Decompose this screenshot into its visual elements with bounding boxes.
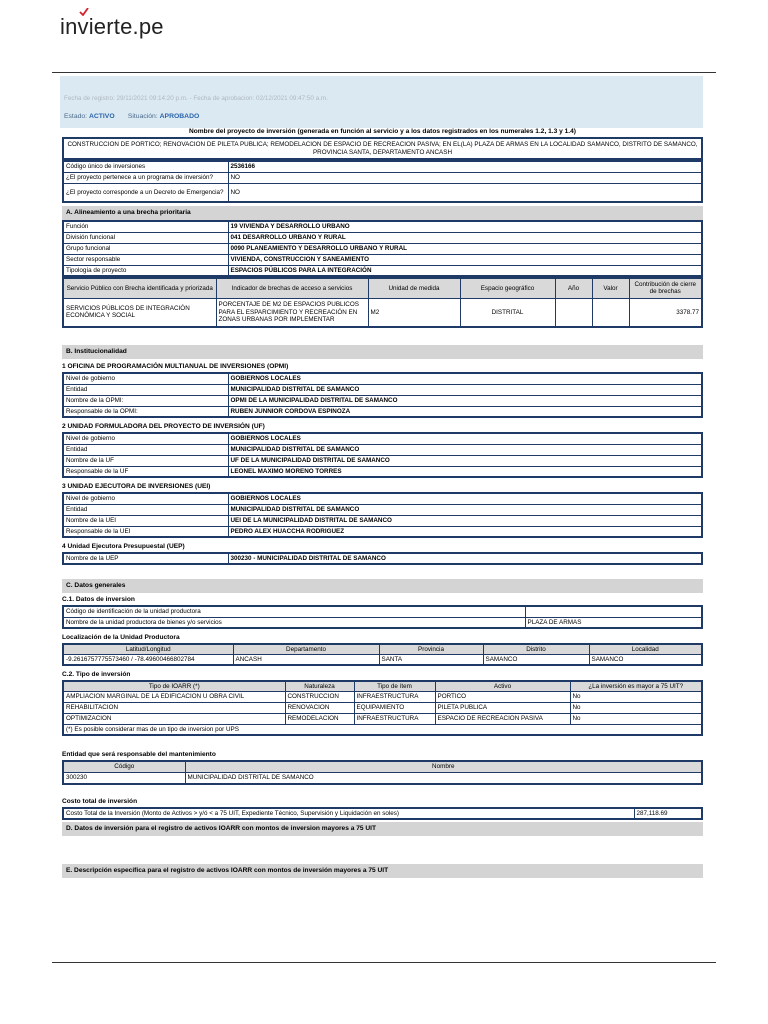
uf-table xyxy=(62,432,703,478)
row-label: Nivel de gobierno xyxy=(63,493,228,504)
row-value: GOBIERNOS LOCALES xyxy=(228,433,702,444)
uf-title: 2 UNIDAD FORMULADORA DEL PROYECTO DE INVERSIÓN (UF) xyxy=(62,423,265,430)
row-label: Nombre de la UF xyxy=(63,455,228,466)
brecha-espacio: DISTRITAL xyxy=(460,298,555,327)
brecha-header: Servicio Público con Brecha identificada y priorizada xyxy=(63,278,216,298)
c2-cell: INFRAESTRUCTURA xyxy=(354,691,435,702)
row-label: ¿El proyecto corresponde a un Decreto de Emergencia? xyxy=(63,183,228,202)
top-divider xyxy=(52,72,716,73)
row-label: Entidad xyxy=(63,504,228,515)
estado-value: ACTIVO xyxy=(88,113,115,120)
logo-text: invierte.pe xyxy=(60,14,164,39)
row-label: Responsable de la OPMI: xyxy=(63,406,228,417)
brecha-contribucion: 3378.77 xyxy=(629,298,702,327)
row-value: MUNICIPALIDAD DISTRITAL DE SAMANCO xyxy=(228,384,702,395)
brecha-servicio: SERVICIOS PÚBLICOS DE INTEGRACIÓN ECONÓMICA Y SOCIAL xyxy=(63,298,216,327)
row-label: Función xyxy=(63,221,228,232)
costo-value: 287,118.69 xyxy=(634,808,702,819)
costo-label: Costo Total de la Inversión (Monto de Activos > y/ó < a 75 UIT, Expediente Técnico, Supervisión y Liquidación en soles) xyxy=(63,808,634,819)
record-dates: Fecha de registro: 29/11/2021 09:14:20 p.m. - Fecha de aprobacion: 02/12/2021 09:47:50 a.m. xyxy=(64,95,328,102)
uep-table xyxy=(62,552,703,565)
row-label: Nombre de la UEP xyxy=(63,553,228,564)
uep-title: 4 Unidad Ejecutora Presupuestal (UEP) xyxy=(62,543,185,550)
loc-localidad: SAMANCO xyxy=(589,654,702,665)
alineamiento-table xyxy=(62,220,703,277)
loc-header: Latitud/Longitud xyxy=(63,644,233,654)
loc-distrito: SAMANCO xyxy=(483,654,589,665)
section-e-title: E. Descripción específica para el registro de activos IOARR con montos de inversión mayores a 75 UIT xyxy=(62,864,703,878)
row-label: Código único de inversiones xyxy=(63,161,228,172)
c2-cell: ESPACIO DE RECREACION PASIVA xyxy=(435,713,570,724)
row-label: Sector responsable xyxy=(63,254,228,265)
c2-note: (*) Es posible considerar mas de un tipo de inversion por UPS xyxy=(63,724,702,735)
row-value: PEDRO ALEX HUACCHA RODRIGUEZ xyxy=(228,526,702,537)
row-value: 19 VIVIENDA Y DESARROLLO URBANO xyxy=(228,221,702,232)
c2-cell: PILETA PUBLICA xyxy=(435,702,570,713)
loc-header: Departamento xyxy=(233,644,379,654)
row-value: ESPACIOS PÚBLICOS PARA LA INTEGRACIÓN xyxy=(228,265,702,276)
row-value xyxy=(525,606,702,617)
cui-value: 2536166 xyxy=(228,161,702,172)
row-value: 0090 PLANEAMIENTO Y DESARROLLO URBANO Y RURAL xyxy=(228,243,702,254)
row-label: Entidad xyxy=(63,444,228,455)
c2-cell: REMODELACION xyxy=(285,713,354,724)
row-label: Responsable de la UEI xyxy=(63,526,228,537)
emergencia-value: NO xyxy=(228,183,702,202)
c2-cell: REHABILITACION xyxy=(63,702,285,713)
c2-title: C.2. Tipo de inversión xyxy=(62,671,131,678)
mant-nombre: MUNICIPALIDAD DISTRITAL DE SAMANCO xyxy=(185,772,702,784)
row-value: GOBIERNOS LOCALES xyxy=(228,493,702,504)
table-row xyxy=(63,702,702,713)
loc-title: Localización de la Unidad Productora xyxy=(62,634,180,641)
mant-header: Código xyxy=(63,761,185,772)
project-name: CONSTRUCCION DE PORTICO; RENOVACION DE PILETA PUBLICA; REMODELACION DE ESPACIO DE RECREACION PASIVA; EN EL(LA) PLAZA DE ARMAS EN LA LOCALIDAD SAMANCO, DISTRITO DE SAMANCO, PROVINCIA SANTA, DEPARTAMENTO ANCASH xyxy=(63,138,702,159)
mant-header: Nombre xyxy=(185,761,702,772)
section-a-title: A. Alineamiento a una brecha prioritaria xyxy=(62,206,703,220)
section-d-title: D. Datos de inversión para el registro de activos IOARR con montos de inversion mayores a 75 UIT xyxy=(62,822,703,836)
table-row xyxy=(63,691,702,702)
c2-cell: CONSTRUCCION xyxy=(285,691,354,702)
c2-cell: EQUIPAMIENTO xyxy=(354,702,435,713)
brecha-indicador: PORCENTAJE DE M2 DE ESPACIOS PUBLICOS PARA EL ESPARCIMIENTO Y RECREACIÓN EN ZONAS URBANAS POR IMPLEMENTAR xyxy=(216,298,368,327)
table-row xyxy=(63,713,702,724)
c2-cell: No xyxy=(570,713,702,724)
record-status xyxy=(64,113,199,120)
brecha-header: Valor xyxy=(592,278,629,298)
project-name-table xyxy=(62,137,703,160)
c2-cell: RENOVACION xyxy=(285,702,354,713)
tipo-inversion-table xyxy=(62,680,703,736)
c2-cell: No xyxy=(570,702,702,713)
loc-header: Provincia xyxy=(379,644,483,654)
situacion-value: APROBADO xyxy=(159,113,200,120)
row-label: Nivel de gobierno xyxy=(63,373,228,384)
c2-header: Tipo de ítem xyxy=(354,681,435,691)
record-header xyxy=(60,76,703,128)
mantenimiento-title: Entidad que será responsable del mantenimiento xyxy=(62,751,216,758)
programa-value: NO xyxy=(228,172,702,183)
row-label: Responsable de la UF xyxy=(63,466,228,477)
row-value: MUNICIPALIDAD DISTRITAL DE SAMANCO xyxy=(228,444,702,455)
brecha-header: Contribución de cierre de brechas xyxy=(629,278,702,298)
mant-codigo: 300230 xyxy=(63,772,185,784)
project-info-table xyxy=(62,160,703,203)
row-value: RUBEN JUNNIOR CORDOVA ESPINOZA xyxy=(228,406,702,417)
row-label: Nombre de la OPMI: xyxy=(63,395,228,406)
loc-provincia: SANTA xyxy=(379,654,483,665)
row-value: UF DE LA MUNICIPALIDAD DISTRITAL DE SAMANCO xyxy=(228,455,702,466)
uei-table xyxy=(62,492,703,538)
brecha-anio xyxy=(555,298,592,327)
c2-header: Tipo de IOARR (*) xyxy=(63,681,285,691)
costo-title: Costo total de inversión xyxy=(62,798,138,805)
c2-header: Naturaleza xyxy=(285,681,354,691)
localizacion-table xyxy=(62,643,703,666)
row-label: Tipología de proyecto xyxy=(63,265,228,276)
row-value: VIVIENDA, CONSTRUCCION Y SANEAMIENTO xyxy=(228,254,702,265)
loc-latlong: -9.2616757775573460 / -78.49600466802784 xyxy=(63,654,233,665)
brecha-header: Año xyxy=(555,278,592,298)
row-label: Grupo funcional xyxy=(63,243,228,254)
row-value: OPMI DE LA MUNICIPALIDAD DISTRITAL DE SAMANCO xyxy=(228,395,702,406)
row-label: Nombre de la unidad productora de bienes y/o servicios xyxy=(63,617,525,628)
c2-header: Activo xyxy=(435,681,570,691)
row-value: 041 DESARROLLO URBANO Y RURAL xyxy=(228,232,702,243)
c2-cell: PORTICO xyxy=(435,691,570,702)
loc-departamento: ANCASH xyxy=(233,654,379,665)
c2-header: ¿La inversión es mayor a 75 UIT? xyxy=(570,681,702,691)
logo-check-icon xyxy=(79,8,89,16)
row-value: MUNICIPALIDAD DISTRITAL DE SAMANCO xyxy=(228,504,702,515)
situacion-label: Situación: xyxy=(127,113,158,120)
investment-form xyxy=(62,127,703,878)
section-c-title: C. Datos generales xyxy=(62,579,703,593)
row-label: ¿El proyecto pertenece a un programa de inversión? xyxy=(63,172,228,183)
c1-title: C.1. Datos de inversion xyxy=(62,596,135,603)
row-label: Código de identificación de la unidad productora xyxy=(63,606,525,617)
c2-cell: No xyxy=(570,691,702,702)
row-value: GOBIERNOS LOCALES xyxy=(228,373,702,384)
row-label: Entidad xyxy=(63,384,228,395)
row-value: 300230 - MUNICIPALIDAD DISTRITAL DE SAMANCO xyxy=(228,553,702,564)
row-label: División funcional xyxy=(63,232,228,243)
row-label: Nivel de gobierno xyxy=(63,433,228,444)
row-value: LEONEL MAXIMO MORENO TORRES xyxy=(228,466,702,477)
row-value: PLAZA DE ARMAS xyxy=(525,617,702,628)
c1-table xyxy=(62,605,703,629)
project-title-label: Nombre del proyecto de inversión (generada en función al servicio y a los datos registrados en los numerales 1.2, 1.3 y 1.4) xyxy=(189,128,576,135)
opmi-table xyxy=(62,372,703,418)
c2-cell: INFRAESTRUCTURA xyxy=(354,713,435,724)
estado-label: Estado: xyxy=(64,113,88,120)
costo-table xyxy=(62,807,703,820)
brecha-header: Espacio geográfico xyxy=(460,278,555,298)
loc-header: Localidad xyxy=(589,644,702,654)
c2-cell: OPTIMIZACION xyxy=(63,713,285,724)
invierte-pe-logo[interactable] xyxy=(60,14,164,40)
brecha-unidad: M2 xyxy=(368,298,460,327)
brecha-valor xyxy=(592,298,629,327)
section-b-title: B. Institucionalidad xyxy=(62,345,703,359)
mantenimiento-table xyxy=(62,760,703,785)
bottom-divider xyxy=(52,962,716,963)
brecha-header: Indicador de brechas de acceso a servicios xyxy=(216,278,368,298)
loc-header: Distrito xyxy=(483,644,589,654)
opmi-title: 1 OFICINA DE PROGRAMACIÓN MULTIANUAL DE INVERSIONES (OPMI) xyxy=(62,363,289,370)
brecha-header: Unidad de medida xyxy=(368,278,460,298)
c2-cell: AMPLIACION MARGINAL DE LA EDIFICACION U OBRA CIVIL xyxy=(63,691,285,702)
row-value: UEI DE LA MUNICIPALIDAD DISTRITAL DE SAMANCO xyxy=(228,515,702,526)
brecha-table xyxy=(62,277,703,328)
uei-title: 3 UNIDAD EJECUTORA DE INVERSIONES (UEI) xyxy=(62,483,211,490)
row-label: Nombre de la UEI xyxy=(63,515,228,526)
